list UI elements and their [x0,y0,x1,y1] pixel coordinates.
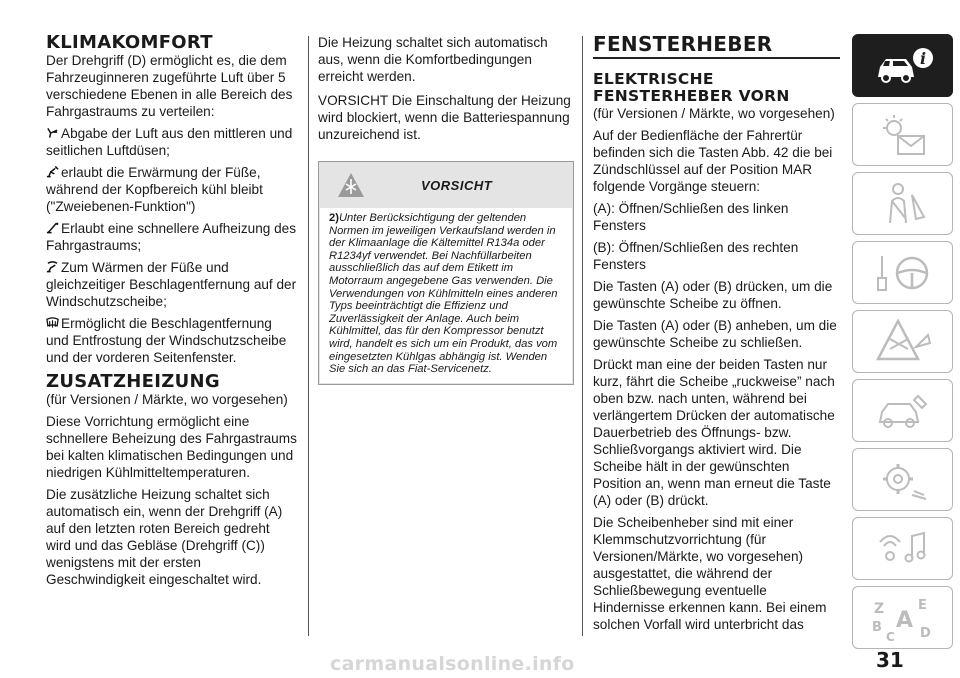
face-vent-icon [46,127,59,139]
svg-text:C: C [885,629,895,643]
face-feet-icon [46,166,59,178]
paragraph: Diese Vorrichtung ermöglicht eine schnellere Beheizung des Fahrgastraums bei kalten klimatischen Bedingungen und niedrigen Kühlmitteltemperaturen. [46,414,297,480]
column-left [46,34,298,593]
heading-zusatzheizung: ZUSATZHEIZUNG [46,371,220,392]
key-steering-icon [868,248,938,298]
mode-item [46,164,298,215]
tab-multimedia[interactable] [852,517,953,580]
mode-text: Erlaubt eine schnellere Aufheizung des Fahrgastraums; [46,221,297,253]
mode-item [46,125,298,159]
feet-vent-icon [46,222,59,234]
tab-starting-driving[interactable] [852,241,953,304]
paragraph: Drückt man eine der beiden Tasten nur kurz, fährt die Scheibe „ruckweise” nach oben bzw. nach unten, während bei verlängertem Drücken der automatische Dauerbetrieb des Öffnungs- bzw. Schließvorgangs aktiviert wird. Die Scheibe hält in der gewünschten Position an, wenn man erneut die Taste (A) oder (B) drückt. [593,357,835,508]
warning-text: Unter Berücksichtigung der geltenden Normen im jeweiligen Verkaufsland werden in der Klimaanlage die Kältemittel R134a oder R1234yf verwendet. Bei Nachfüllarbeiten ausschließlich das auf dem Etikett im Motorraum angegebene Gas verwenden. Die Verwendungen von Kühlmitteln eines anderen Typs beeinträchtigt die Effizienz und Zuverlässigkeit der Anlage. Auch beim Kühlmittel, das für den Kompressor benutzt wird, handelt es sich um ein Produkt, das vom eingesetzten Kühlgas abhängig ist. Wenden Sie sich an das Fiat-Servicenetz. [329,212,558,376]
paragraph: Die Tasten (A) oder (B) anheben, um die gewünschte Scheibe zu schließen. [593,318,837,350]
warning-number: 2) [329,212,339,224]
svg-text:A: A [895,607,913,633]
svg-text:Z: Z [873,600,884,617]
mode-text: Zum Wärmen der Füße und gleichzeitiger Beschlagentfernung auf der Windschutzscheibe; [46,260,297,309]
alphabetical-index-icon [868,593,938,643]
column-divider [308,36,309,636]
paragraph: (für Versionen / Märkte, wo vorgesehen) [593,106,835,121]
defrost-icon [46,317,59,329]
tab-maintenance[interactable] [852,379,953,442]
paragraph: Die zusätzliche Heizung schaltet sich automatisch ein, wenn der Drehgriff (A) auf den letzten roten Bereich gedreht wird und das Gebläse (Drehgriff (C)) wenigstens mit der ersten Geschwindigkeit eingeschaltet wird. [46,487,283,587]
tab-emergency[interactable] [852,310,953,373]
mode-item [46,259,298,310]
paragraph: Die Scheibenheber sind mit einer Klemmschutzvorrichtung (für Versionen/Märkte, wo vorgesehen) ausgestattet, die während der Schließbewegung eventuelle Hindernisse erkennen kann. Bei einem solchen Vorfall wird unterbricht das [593,515,827,632]
tab-car-info[interactable] [852,34,953,97]
mode-text: erlaubt die Erwärmung der Füße, während der Kopfbereich kühl bleibt ("Zweiebenen-Funktion") [46,165,263,214]
paragraph: (A): Öffnen/Schließen des linken Fensters [593,201,789,233]
watermark: carmanualsonline.info [330,653,575,675]
tab-index[interactable] [852,586,953,649]
svg-text:B: B [871,619,882,635]
column-divider [582,36,583,636]
refrigerant-warning-icon [337,171,365,199]
heading-rule [593,57,840,59]
warning-header [319,162,573,208]
paragraph: Auf der Bedienfläche der Fahrertür befinden sich die Tasten Abb. 42 die bei Zündschlüssel auf der Position MAR folgende Vorgänge steuern: [593,128,833,194]
paragraph: (für Versionen / Märkte, wo vorgesehen) [46,392,288,407]
page-number: 31 [876,648,904,672]
svg-text:E: E [917,597,927,613]
warning-title: VORSICHT [421,177,493,193]
tab-warning-lights[interactable] [852,103,953,166]
multimedia-icon [868,524,938,574]
column-middle [318,34,574,385]
tab-safety[interactable] [852,172,953,235]
svg-text:D: D [919,625,931,641]
mode-text: Ermöglicht die Beschlagentfernung und Entfrostung der Windschutzscheibe und der vorderen Seitenfenster. [46,316,287,365]
warning-body [320,208,572,383]
seatbelt-airbag-icon [868,179,938,229]
heading-klimakomfort: KLIMAKOMFORT [46,32,213,53]
column-right [593,34,840,638]
warning-box [318,161,574,385]
svg-text:i: i [919,48,926,68]
klima-intro: Der Drehgriff (D) ermöglicht es, die dem Fahrzeuginneren zugeführte Luft über 5 verschiedene Ebenen in alle Bereich des Fahrgastraums zu verteilen: [46,53,293,119]
paragraph: Die Tasten (A) oder (B) drücken, um die gewünschte Scheibe zu öffnen. [593,279,833,311]
breakdown-warning-icon [868,317,938,367]
mode-text: Abgabe der Luft aus den mittleren und seitlichen Luftdüsen; [46,126,293,158]
mode-item [46,220,298,254]
car-info-icon [868,41,938,91]
subheading: ELEKTRISCHE FENSTERHEBER VORN [593,70,790,105]
tab-technical-data[interactable] [852,448,953,511]
chapter-tabs [852,34,953,655]
paragraph: Die Heizung schaltet sich automatisch aus, wenn die Komfortbedingungen erreicht werden. [318,35,548,84]
mode-item [46,315,298,366]
heading-fensterheber: FENSTERHEBER [593,32,773,56]
maintenance-car-icon [868,386,938,436]
paragraph: (B): Öffnen/Schließen des rechten Fensters [593,240,799,272]
feet-windshield-icon [46,261,59,273]
paragraph: VORSICHT Die Einschaltung der Heizung wird blockiert, wenn die Batteriespannung unzureichend ist. [318,93,571,142]
warning-lights-icon [868,110,938,160]
technical-data-icon [868,455,938,505]
